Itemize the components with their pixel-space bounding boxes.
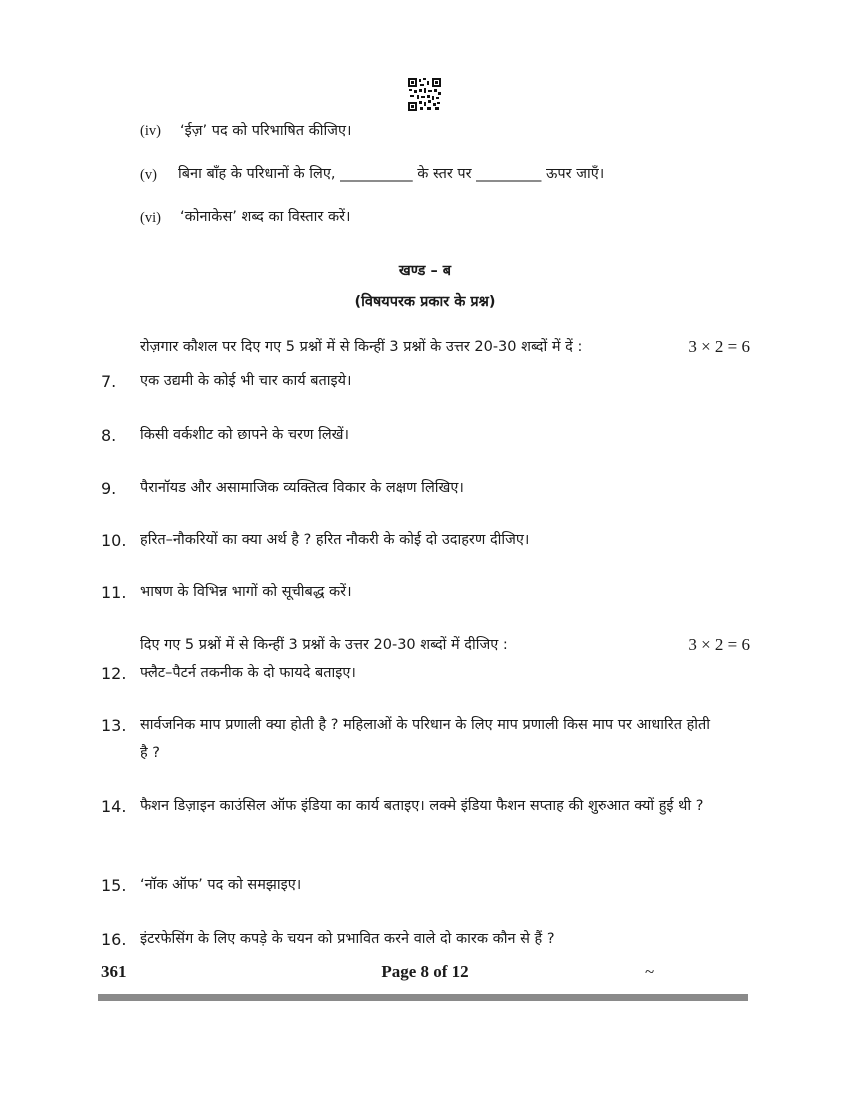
section-title: खण्ड – ब: [398, 263, 452, 279]
question-text: इंटरफेसिंग के लिए कपड़े के चयन को प्रभावित करने वाले दो कारक कौन से हैं ?: [140, 931, 555, 947]
question-text: एक उद्यमी के कोई भी चार कार्य बताइये।: [140, 373, 352, 389]
footer-mark: ~: [645, 962, 655, 981]
question-number: 8.: [101, 426, 117, 445]
question-number: 15.: [101, 876, 127, 895]
qr-code: [408, 78, 441, 111]
question-text: ‘नॉक ऑफ’ पद को समझाइए।: [140, 877, 302, 893]
group2-marks: 3 × 2 = 6: [688, 635, 750, 654]
item-text-v: बिना बाँह के परिधानों के लिए, __________ के स्तर पर _________ ऊपर जाएँ।: [178, 166, 605, 182]
item-number-iv: (iv): [140, 123, 161, 139]
question-text: सार्वजनिक माप प्रणाली क्या होती है ? महिलाओं के परिधान के लिए माप प्रणाली किस माप पर आधारित होती है ?: [140, 717, 711, 761]
group1-marks: 3 × 2 = 6: [688, 337, 750, 356]
question-text: किसी वर्कशीट को छापने के चरण लिखें।: [140, 427, 350, 443]
page-number: Page 8 of 12: [381, 962, 469, 981]
group1-instruction: रोज़गार कौशल पर दिए गए 5 प्रश्नों में से किन्हीं 3 प्रश्नों के उत्तर 20-30 शब्दों में दें :: [140, 339, 583, 355]
section-subtitle: (विषयपरक प्रकार के प्रश्न): [354, 294, 496, 310]
question-number: 7.: [101, 372, 117, 391]
item-number-vi: (vi): [140, 210, 161, 226]
question-text: भाषण के विभिन्न भागों को सूचीबद्ध करें।: [140, 584, 352, 600]
question-text: पैरानॉयड और असामाजिक व्यक्तित्व विकार के लक्षण लिखिए।: [140, 480, 464, 496]
item-text-vi: ‘कोनाकेस’ शब्द का विस्तार करें।: [180, 209, 351, 225]
question-number: 12.: [101, 664, 127, 683]
footer-rule: [98, 994, 748, 1001]
item-text-iv: ‘ईज़’ पद को परिभाषित कीजिए।: [180, 123, 352, 139]
question-number: 14.: [101, 797, 127, 816]
question-number: 11.: [101, 583, 127, 602]
question-number: 9.: [101, 479, 117, 498]
paper-code: 361: [101, 962, 127, 981]
question-text: हरित–नौकरियों का क्या अर्थ है ? हरित नौकरी के कोई दो उदाहरण दीजिए।: [140, 532, 530, 548]
question-text: फ्लैट–पैटर्न तकनीक के दो फायदे बताइए।: [140, 665, 356, 681]
question-text: फैशन डिज़ाइन काउंसिल ऑफ इंडिया का कार्य बताइए। लक्मे इंडिया फैशन सप्ताह की शुरुआत क्यों हुई थी ?: [140, 798, 704, 814]
group2-instruction: दिए गए 5 प्रश्नों में से किन्हीं 3 प्रश्नों के उत्तर 20-30 शब्दों में दीजिए :: [140, 637, 508, 653]
item-number-v: (v): [140, 167, 157, 183]
question-number: 13.: [101, 716, 127, 735]
question-number: 10.: [101, 531, 127, 550]
question-number: 16.: [101, 930, 127, 949]
